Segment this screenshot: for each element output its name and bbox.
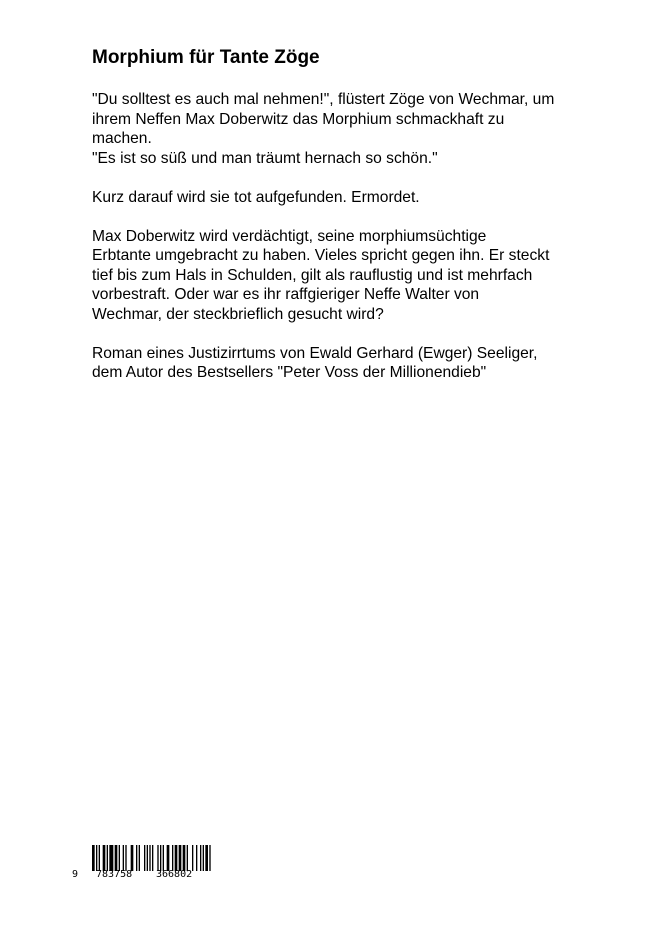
barcode-bar [96,845,97,871]
text-line: Max Doberwitz wird verdächtigt, seine morphiumsüchtige [92,227,487,245]
barcode-lead-digit: 9 [72,869,79,880]
barcode-bar [123,845,124,871]
barcode-bar [167,845,170,871]
barcode-bar [187,845,188,871]
barcode-bar [152,845,153,871]
barcode-bar [131,845,134,871]
barcode-bar [192,845,193,871]
barcode-bar [209,845,210,871]
text-line: Wechmar, der steckbrieflich gesucht wird? [92,305,384,323]
barcode-bar [92,845,95,871]
text-line: "Es ist so süß und man träumt hernach so schön." [92,149,438,167]
barcode-bar [107,845,108,871]
blurb-paragraph-2 [92,188,572,208]
blurb-paragraph-4 [92,344,572,383]
barcode-bar [103,845,106,871]
text-line: Erbtante umgebracht zu haben. Vieles spricht gegen ihn. Er steckt [92,247,550,264]
barcode-bar [119,845,120,871]
text-line: "Du solltest es auch mal nehmen!", flüstert Zöge von Wechmar, um [92,91,555,108]
text-line: ihrem Neffen Max Doberwitz das Morphium schmackhaft zu [92,110,505,128]
barcode-bar [200,845,201,871]
text-line: dem Autor des Bestsellers "Peter Voss der Millionendieb" [92,364,487,381]
barcode-bar [147,845,148,871]
barcode-bars [92,845,212,871]
barcode-bar [115,845,118,871]
isbn-barcode [72,845,222,881]
barcode-bar [125,845,126,871]
barcode-bar [157,845,158,871]
text-line: tief bis zum Hals in Schulden, gilt als rauflustig und ist mehrfach [92,266,533,284]
blurb-paragraph-3 [92,227,572,325]
book-title: Morphium für Tante Zöge [92,47,320,68]
blurb-paragraph-1 [92,90,572,168]
barcode-digits [72,869,193,929]
barcode-bar [139,845,140,871]
barcode-bar [183,845,186,871]
barcode-right-digits: 366802 [156,869,193,880]
barcode-bar [144,845,145,871]
barcode-bar [203,845,204,871]
blurb-text [92,90,572,402]
barcode-bar [136,845,137,871]
barcode-bar [172,845,173,871]
barcode-bar [99,845,100,871]
text-line: Kurz darauf wird sie tot aufgefunden. Ermordet. [92,188,420,206]
barcode-bar [196,845,197,871]
barcode-bar [149,845,150,871]
text-line: machen. [92,130,152,147]
barcode-bar [175,845,178,871]
barcode-bar [205,845,208,871]
text-line: Roman eines Justizirrtums von Ewald Gerhard (Ewger) Seeliger, [92,344,538,362]
barcode-bar [179,845,182,871]
text-line: vorbestraft. Oder war es ihr raffgieriger Neffe Walter von [92,286,480,303]
barcode-bar [109,845,113,871]
barcode-bar [160,845,161,871]
barcode-bar [163,845,164,871]
barcode-left-digits: 783758 [96,869,133,880]
